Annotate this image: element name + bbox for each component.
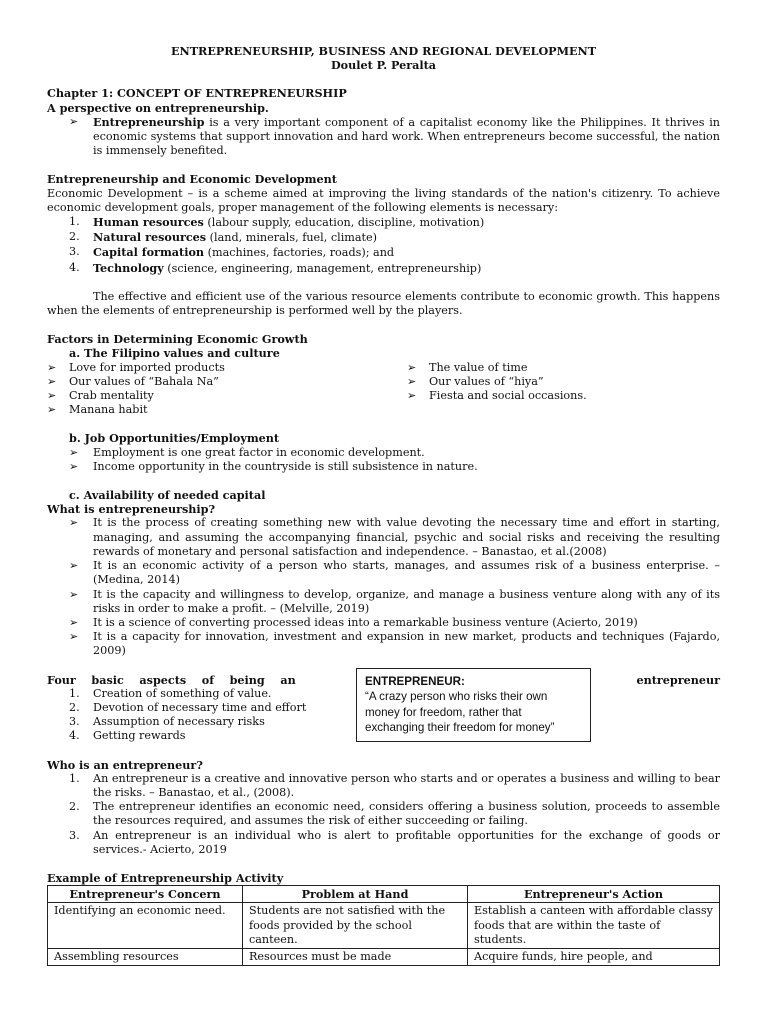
table-row	[48, 903, 720, 949]
table-cell: Acquire funds, hire people, and	[468, 948, 720, 965]
quote-text: “A crazy person who risks their own money for freedom, rather that exchanging their freedom for money”	[365, 690, 555, 735]
list-item: ➢ Our values of “hiya”	[407, 375, 720, 389]
table-cell: Establish a canteen with affordable classy foods that are within the taste of students.	[468, 903, 720, 949]
document-title: ENTREPRENEURSHIP, BUSINESS AND REGIONAL DEVELOPMENT	[170, 44, 597, 58]
table-cell: Assembling resources	[48, 948, 243, 965]
list-item: ➢ Manana habit	[47, 403, 407, 417]
column-header: Problem at Hand	[243, 886, 468, 903]
factor-a-columns	[47, 361, 720, 418]
econ-item: 1. Human resources (labour supply, education, discipline, motivation)	[69, 215, 485, 230]
chapter-subtitle: A perspective on entrepreneurship.	[47, 100, 269, 115]
intro-bold: Entrepreneurship	[93, 114, 205, 129]
document-author: Doulet P. Peralta	[330, 58, 437, 73]
table-cell: Resources must be made	[243, 948, 468, 965]
aspect-item: 3. Assumption of necessary risks	[69, 715, 265, 729]
aspect-item: 2. Devotion of necessary time and effort	[69, 700, 307, 714]
econ-item: 4. Technology (science, engineering, management, entrepreneurship)	[69, 260, 482, 275]
chapter-title: Chapter 1: CONCEPT OF ENTREPRENEURSHIP	[47, 86, 347, 101]
example-heading: Example of Entrepreneurship Activity	[47, 870, 284, 885]
definition-item: ➢ It is an economic activity of a person who starts, manages, and assumes risk of a business enterprise. – (Medina, 2014)	[47, 559, 720, 587]
econ-item: 2. Natural resources (land, minerals, fuel, climate)	[69, 230, 378, 245]
document-page	[47, 44, 720, 966]
list-item: ➢ Income opportunity in the countryside is still subsistence in nature.	[47, 460, 720, 474]
intro-rest: is a very important component of a capitalist economy like the Philippines. It thrives in economic systems that support innovation and hard work. When entrepreneurs become successful, the nation is immensely benefited.	[93, 115, 720, 158]
aspect-item: 4. Getting rewards	[69, 729, 186, 743]
column-header: Entrepreneur's Concern	[48, 886, 243, 903]
factor-b-title: b. Job Opportunities/Employment	[69, 431, 280, 446]
econ-item: 3. Capital formation (machines, factories, roads); and	[69, 245, 395, 260]
who-item: 2. The entrepreneur identifies an economic need, considers offering a business solution, proceeds to assemble the resources required, and assumes the risk of either succeeding or failing.	[69, 800, 720, 828]
table-row	[48, 948, 720, 965]
definition-item: ➢ It is a science of converting processed ideas into a remarkable business venture (Acierto, 2019)	[47, 616, 720, 630]
example-table	[47, 885, 720, 966]
who-item: 1. An entrepreneur is a creative and innovative person who starts and or operates a business and willing to bear the risks. – Banastao, et al., (2008).	[69, 771, 720, 799]
table-cell: Identifying an economic need.	[48, 903, 243, 949]
what-heading: What is entrepreneurship?	[47, 502, 216, 517]
aspects-heading: Four basic aspects of being an entrepreneur	[47, 672, 720, 687]
definition-item: ➢ It is the process of creating something new with value devoting the necessary time and effort in starting, managing, and assuming the accompanying financial, psychic and social risks and receiving the resulting rewards of monetary and personal satisfaction and independence. – Banastao, et al.(2008)	[47, 516, 720, 559]
factors-heading: Factors in Determining Economic Growth	[47, 332, 308, 347]
quote-label: ENTREPRENEUR:	[365, 674, 465, 688]
econ-closing: The effective and efficient use of the various resource elements contribute to economic growth. This happens when the elements of entrepreneurship is performed well by the players.	[47, 289, 720, 318]
aspects-section	[47, 673, 720, 744]
definition-item: ➢ It is a capacity for innovation, investment and expansion in new market, products and techniques (Fajardo, 2009)	[47, 630, 720, 658]
econ-heading: Entrepreneurship and Economic Development	[47, 172, 337, 187]
aspect-item: 1. Creation of something of value.	[69, 686, 272, 700]
econ-paragraph: Economic Development – is a scheme aimed at improving the living standards of the nation's citizenry. To achieve economic development goals, proper management of the following elements is necessary:	[47, 186, 720, 214]
list-item: ➢ The value of time	[407, 361, 720, 375]
table-cell: Students are not satisfied with the foods provided by the school canteen.	[243, 903, 468, 949]
definition-item: ➢ It is the capacity and willingness to develop, organize, and manage a business venture along with any of its risks in order to make a profit. – (Melville, 2019)	[47, 588, 720, 616]
list-item: ➢ Our values of “Bahala Na”	[47, 375, 407, 389]
column-header: Entrepreneur's Action	[468, 886, 720, 903]
list-item: ➢ Crab mentality	[47, 389, 407, 403]
who-item: 3. An entrepreneur is an individual who is alert to profitable opportunities for the exchange of goods or services.- Acierto, 2019	[69, 828, 720, 856]
factor-a-title: a. The Filipino values and culture	[69, 346, 280, 361]
intro-bullet	[47, 115, 720, 159]
list-item: ➢ Fiesta and social occasions.	[407, 389, 720, 403]
quote-box	[356, 668, 591, 742]
who-heading: Who is an entrepreneur?	[47, 757, 203, 772]
table-header-row	[48, 886, 720, 903]
list-item: ➢ Love for imported products	[47, 361, 407, 375]
list-item: ➢ Employment is one great factor in economic development.	[47, 446, 720, 460]
factor-c-title: c. Availability of needed capital	[69, 488, 266, 503]
